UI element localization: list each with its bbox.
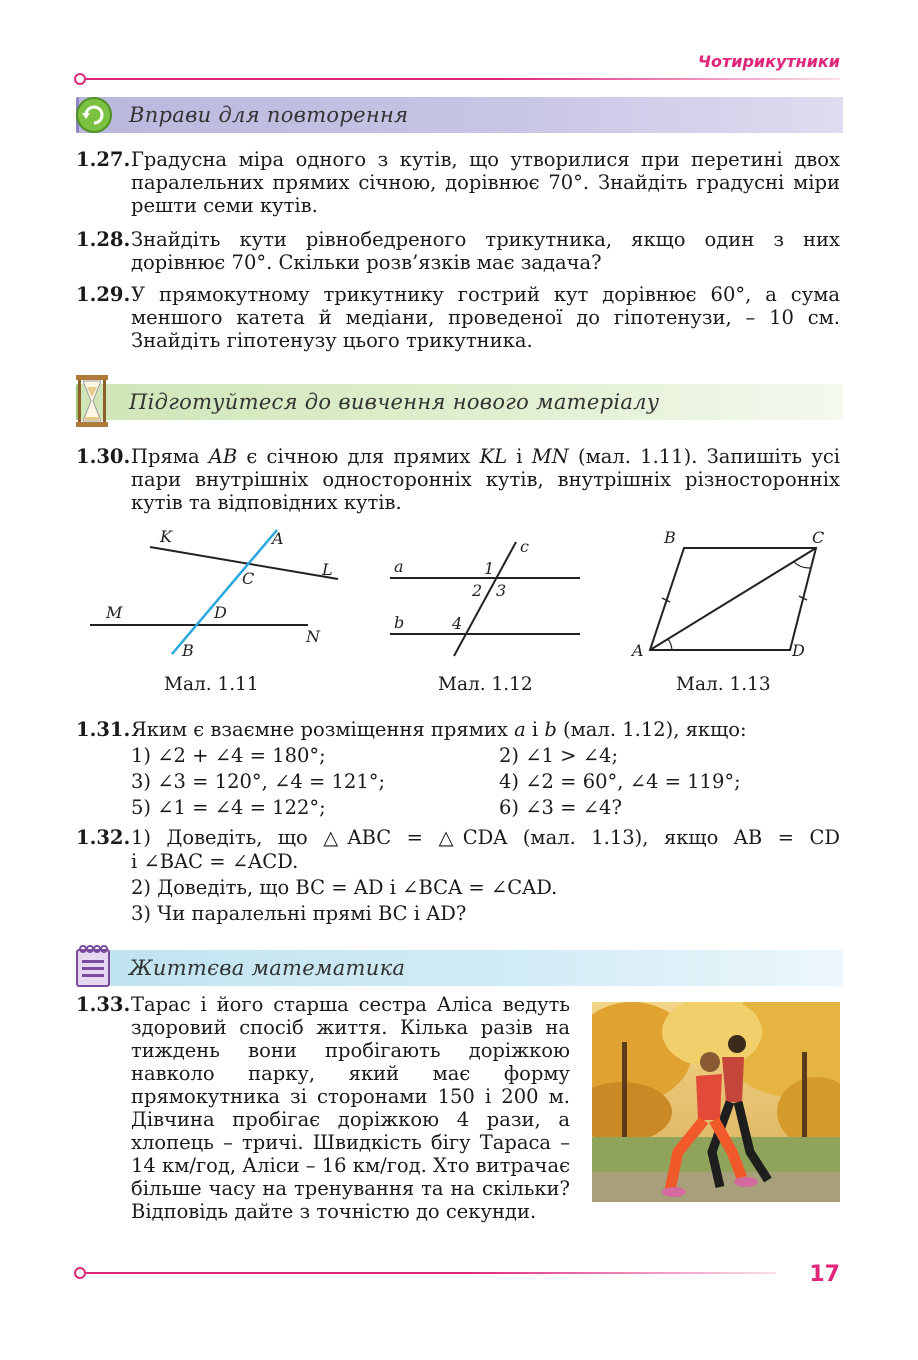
figure-caption-1-12: Мал. 1.12	[438, 674, 533, 695]
runners-photo	[592, 1002, 840, 1202]
figure-1-11	[80, 522, 350, 662]
problem-1-30	[76, 445, 840, 514]
problem-number: 1.33.	[76, 993, 131, 1016]
header-rule-dot	[74, 73, 86, 85]
diagonal-ac	[650, 548, 816, 650]
section-title-prepare: Підготуйтеся до вивчення нового матеріалу	[129, 390, 660, 414]
option-1: 1) ∠2 + ∠4 = 180°;	[131, 744, 326, 767]
problem-1-33	[76, 993, 570, 1223]
label-n: N	[306, 627, 320, 646]
footer-rule-dot	[74, 1267, 86, 1279]
problem-number: 1.31.	[76, 718, 131, 741]
header-rule	[86, 78, 840, 80]
option-3: 3) ∠3 = 120°, ∠4 = 121°;	[131, 770, 386, 793]
label-k: K	[160, 527, 172, 546]
problem-line-2: 2) Доведіть, що BC = AD і ∠BCA = ∠CAD.	[131, 876, 558, 899]
problem-1-28	[76, 228, 840, 274]
section-banner-life	[76, 950, 843, 986]
option-4: 4) ∠2 = 60°, ∠4 = 119°;	[499, 770, 741, 793]
line-ab	[172, 530, 277, 654]
label-c: C	[812, 528, 825, 547]
problem-line-1b: і ∠BAC = ∠ACD.	[131, 850, 299, 873]
label-d: D	[792, 641, 805, 660]
hourglass-icon	[74, 373, 110, 429]
problem-text: Знайдіть кути рівнобедреного трикутника, якщо один з них дорівнює 70°. Скільки розв’язків має задача?	[131, 228, 840, 274]
section-title-review: Вправи для повторення	[129, 103, 409, 127]
label-b: b	[394, 613, 405, 632]
label-l: L	[322, 560, 333, 579]
problem-number: 1.30.	[76, 445, 131, 468]
label-a: a	[394, 557, 404, 576]
problem-number: 1.29.	[76, 283, 131, 306]
label-c: C	[242, 569, 255, 588]
option-2: 2) ∠1 > ∠4;	[499, 744, 619, 767]
section-banner-prepare	[76, 384, 843, 420]
running-title: Чотирикутники	[698, 52, 840, 71]
label-a: A	[632, 641, 644, 660]
problem-line-3: 3) Чи паралельні прямі BC і AD?	[131, 902, 467, 925]
angle-mark-c	[794, 562, 810, 568]
problem-text: Градусна міра одного з кутів, що утворилися при перетині двох паралельних прямих січною, дорівнює 70°. Знайдіть градусні міри решти семи кутів.	[131, 148, 840, 217]
label-angle-4: 4	[452, 614, 463, 633]
label-a: A	[272, 529, 284, 548]
figure-caption-1-13: Мал. 1.13	[676, 674, 771, 695]
problem-number: 1.32.	[76, 826, 131, 849]
problem-text: Тарас і його старша сестра Аліса ведуть здоровий спосіб життя. Кілька разів на тиждень вони пробігають доріжкою навколо парку, який має форму прямокутника зі сторонами 150 і 200 м. Дівчина пробігає доріжкою 4 рази, а хлопець – тричі. Швидкість бігу Тараса – 14 км/год, Аліси – 16 км/год. Хто витрачає більше часу на тренування та на скільки? Відповідь дайте з точністю до секунди.	[131, 993, 570, 1223]
section-title-life: Життєва математика	[129, 956, 406, 980]
label-b: B	[664, 528, 676, 547]
problem-1-31	[76, 718, 840, 741]
footer-rule	[86, 1272, 776, 1274]
label-b: B	[182, 641, 194, 660]
problem-1-32	[76, 826, 840, 849]
refresh-icon	[74, 95, 114, 135]
problem-number: 1.27.	[76, 148, 131, 171]
label-angle-2: 2	[472, 581, 483, 600]
problem-text: Яким є взаємне розміщення прямих a і b (мал. 1.12), якщо:	[131, 718, 747, 741]
label-d: D	[214, 603, 227, 622]
problem-1-27	[76, 148, 840, 217]
figure-1-13	[626, 526, 836, 666]
problem-text: Пряма AB є січною для прямих KL і MN (мал. 1.11). Запишіть усі пари внутрішніх односторонніх кутів, внутрішніх різносторонніх кутів та відповідних кутів.	[131, 445, 840, 514]
label-angle-3: 3	[496, 581, 507, 600]
label-m: M	[106, 603, 123, 622]
section-banner-review	[76, 97, 843, 133]
option-5: 5) ∠1 = ∠4 = 122°;	[131, 796, 326, 819]
figure-1-12	[386, 530, 586, 662]
option-6: 6) ∠3 = ∠4?	[499, 796, 622, 819]
label-c: c	[520, 537, 529, 556]
problem-line-1: 1) Доведіть, що △ABC = △CDA (мал. 1.13), якщо AB = CD	[131, 826, 840, 849]
figure-caption-1-11: Мал. 1.11	[164, 674, 259, 695]
problem-number: 1.28.	[76, 228, 131, 251]
problem-text: У прямокутному трикутнику гострий кут дорівнює 60°, а сума меншого катета й медіани, проведеної до гіпотенузи, – 10 см. Знайдіть гіпотенузу цього трикутника.	[131, 283, 840, 352]
problem-1-29	[76, 283, 840, 352]
angle-mark-a	[668, 639, 672, 650]
label-angle-1: 1	[484, 559, 495, 578]
page-number: 17	[809, 1262, 840, 1287]
notepad-icon	[74, 944, 112, 988]
